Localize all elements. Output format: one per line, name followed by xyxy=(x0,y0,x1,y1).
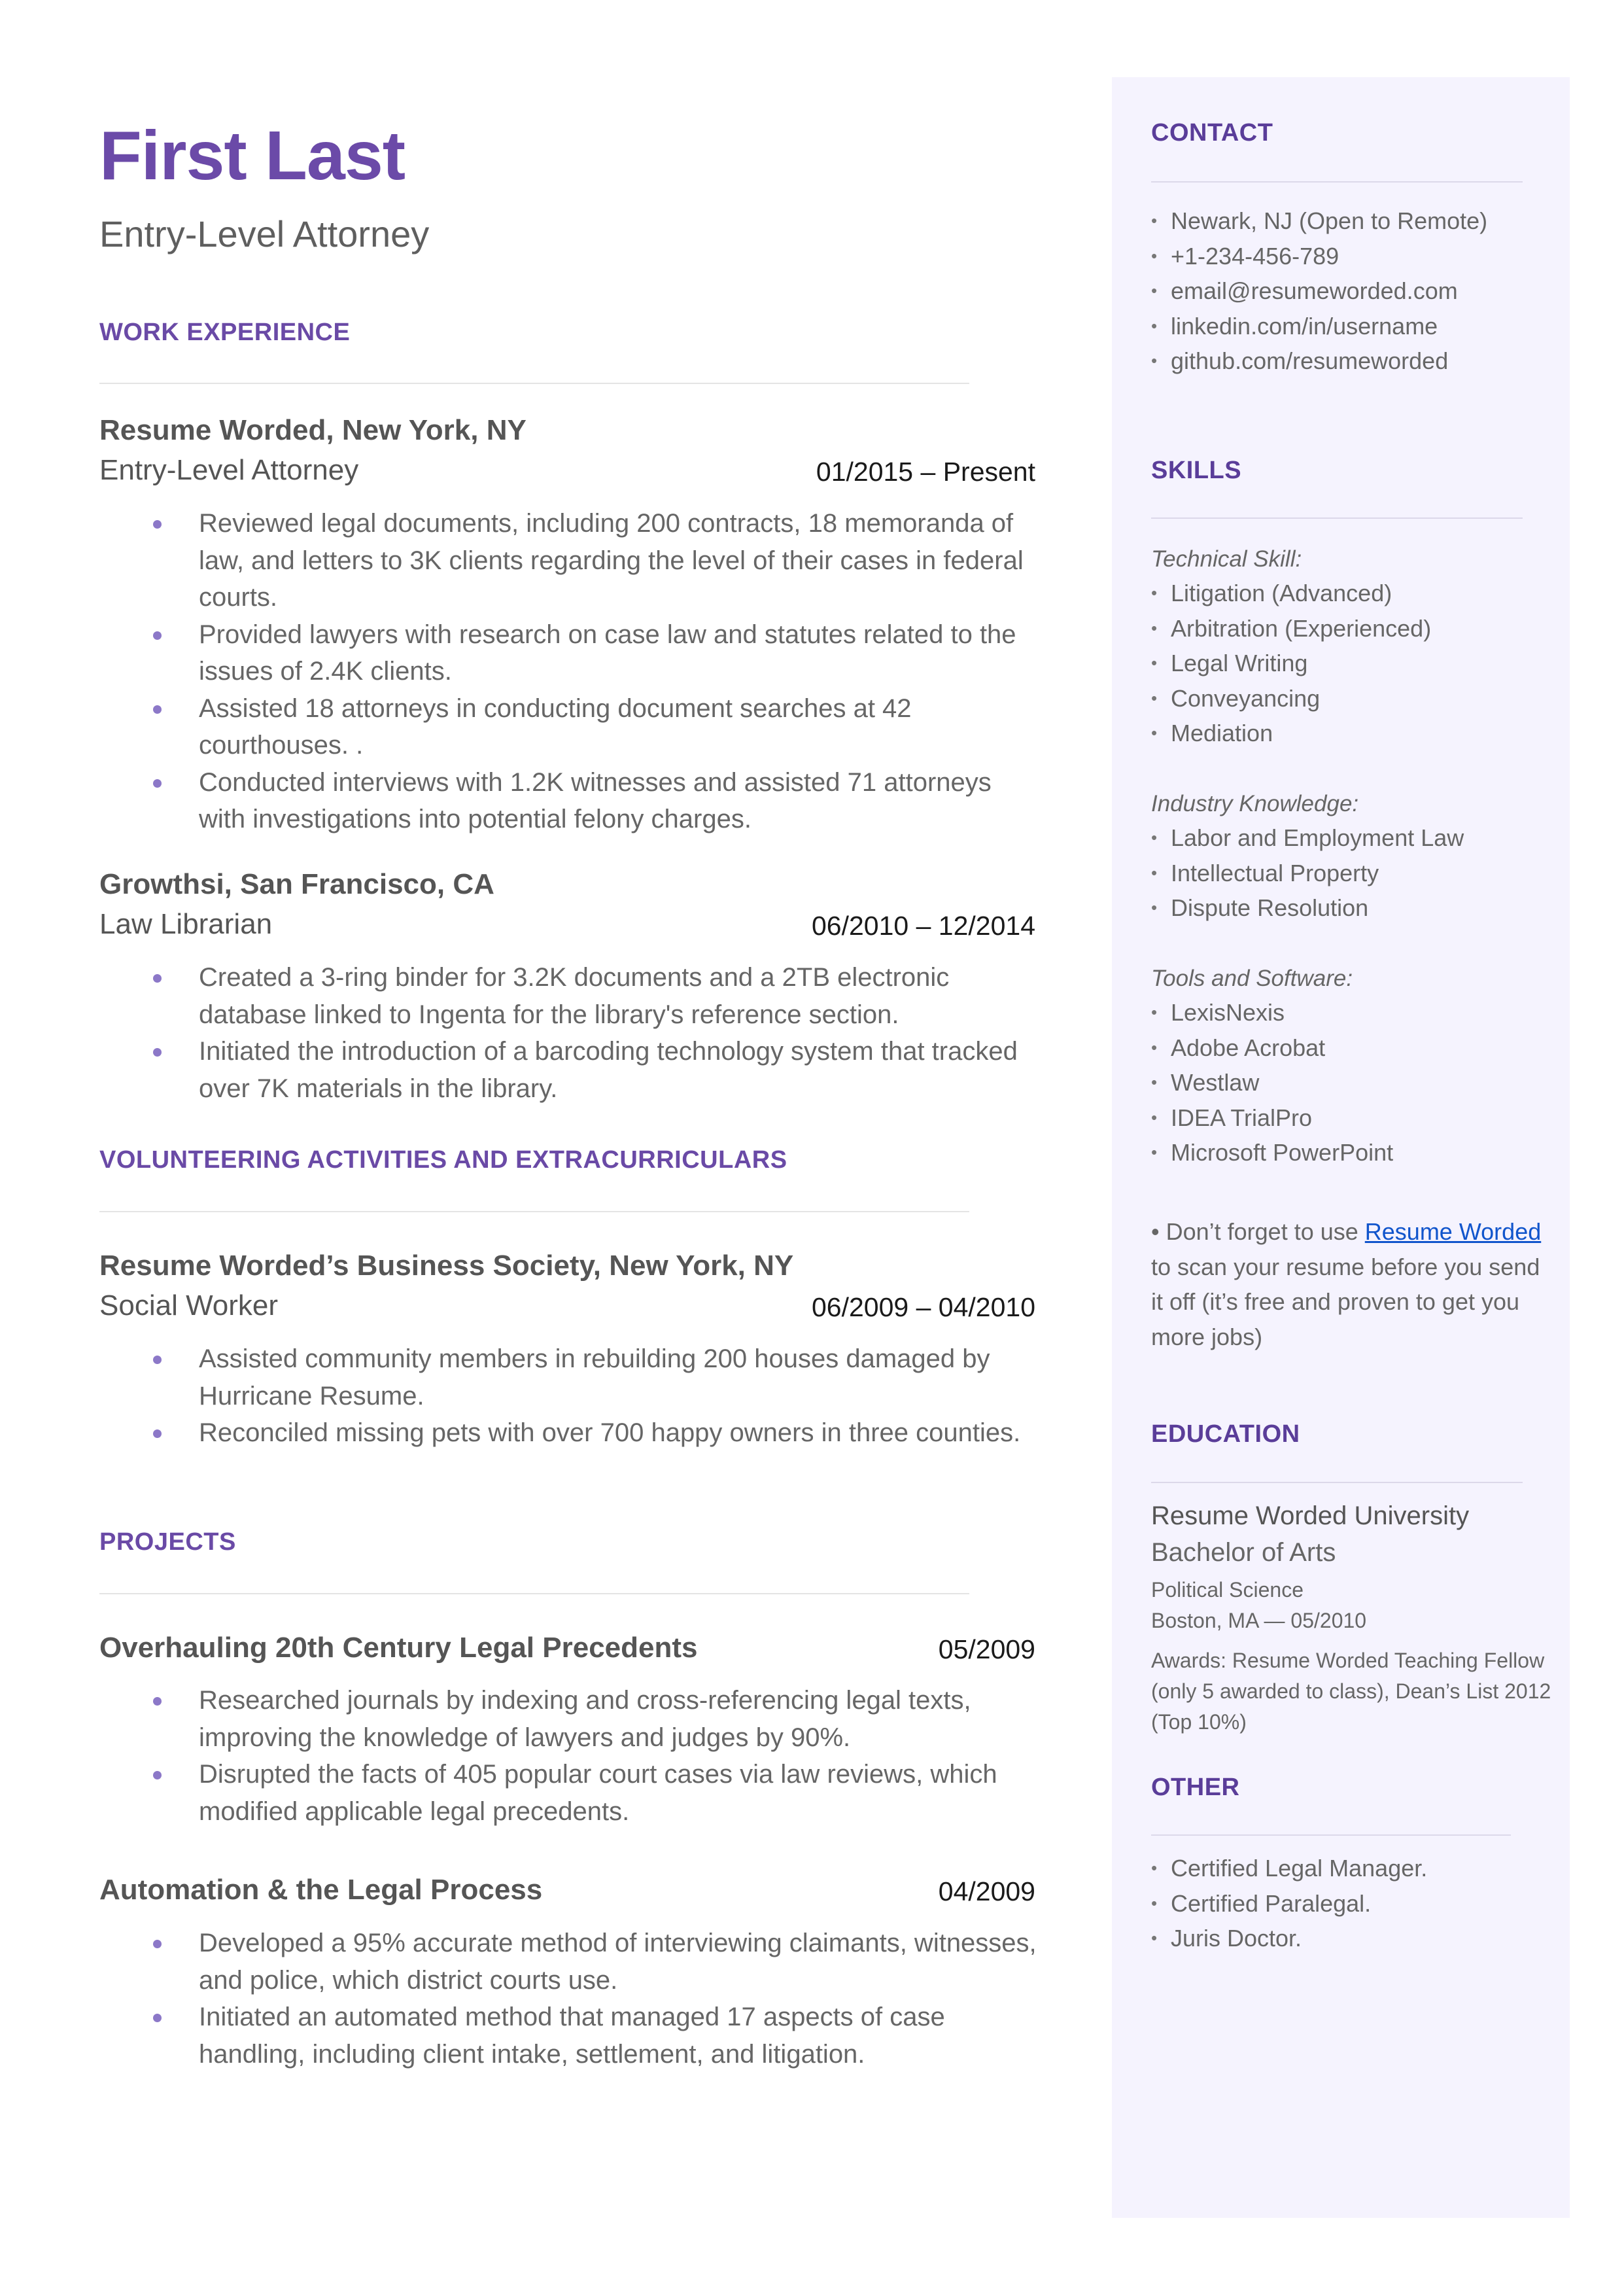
bullet-item: Initiated an automated method that managed 17 aspects of case handling, including client intake, settlement, and litigation. xyxy=(99,1999,1041,2073)
bullet-item: Created a 3-ring binder for 3.2K documents and a 2TB electronic database linked to Ingenta for the library's reference section. xyxy=(99,959,1041,1033)
tools-list xyxy=(1151,995,1557,1170)
job-bullets xyxy=(99,505,1041,838)
skill-item: • Legal Writing xyxy=(1151,646,1557,681)
bullet-item: Assisted 18 attorneys in conducting document searches at 42 courthouses. . xyxy=(99,690,1041,764)
note-prefix: • Don’t forget to use xyxy=(1151,1218,1365,1245)
sidebar-divider xyxy=(1151,517,1523,519)
section-divider xyxy=(99,383,969,384)
industry-knowledge-list xyxy=(1151,820,1557,926)
section-heading-projects: PROJECTS xyxy=(99,1528,236,1556)
education-school: Resume Worded University xyxy=(1151,1501,1470,1530)
note-suffix: to scan your resume before you send it off (it’s free and proven to get you more jobs) xyxy=(1151,1253,1540,1350)
section-divider xyxy=(99,1211,969,1212)
project-title: Overhauling 20th Century Legal Precedents xyxy=(99,1632,698,1664)
skill-item: • Arbitration (Experienced) xyxy=(1151,611,1557,646)
project-title: Automation & the Legal Process xyxy=(99,1874,543,1906)
section-divider xyxy=(99,1593,969,1594)
sidebar-heading-education: EDUCATION xyxy=(1151,1420,1300,1448)
bullet-item: Reviewed legal documents, including 200 contracts, 18 memoranda of law, and letters to 3K clients regarding the level of their cases in federal courts. xyxy=(99,505,1041,616)
sidebar-divider xyxy=(1151,1834,1511,1836)
bullet-item: Reconciled missing pets with over 700 happy owners in three counties. xyxy=(99,1414,1041,1452)
skill-item: • Conveyancing xyxy=(1151,681,1557,716)
volunteer-bullets xyxy=(99,1340,1041,1452)
project-date: 05/2009 xyxy=(938,1634,1035,1664)
job-bullets xyxy=(99,959,1041,1107)
skill-item: • Microsoft PowerPoint xyxy=(1151,1135,1557,1170)
skill-item: • Adobe Acrobat xyxy=(1151,1030,1557,1066)
skill-category-label: Technical Skill: xyxy=(1151,546,1302,572)
section-heading-volunteering: VOLUNTEERING ACTIVITIES AND EXTRACURRICULARS xyxy=(99,1146,787,1174)
candidate-title: Entry-Level Attorney xyxy=(99,213,430,254)
skill-category-label: Industry Knowledge: xyxy=(1151,791,1359,816)
skill-item: • IDEA TrialPro xyxy=(1151,1100,1557,1136)
other-item: • Certified Paralegal. xyxy=(1151,1886,1557,1921)
project-bullets xyxy=(99,1925,1041,2073)
project-bullets xyxy=(99,1682,1041,1830)
bullet-item: Developed a 95% accurate method of interviewing claimants, witnesses, and police, which district courts use. xyxy=(99,1925,1041,1999)
contact-linkedin[interactable]: • linkedin.com/in/username xyxy=(1151,309,1557,344)
bullet-item: Conducted interviews with 1.2K witnesses and assisted 71 attorneys with investigations into potential felony charges. xyxy=(99,764,1041,838)
contact-location: • Newark, NJ (Open to Remote) xyxy=(1151,203,1557,239)
job-org: Growthsi, San Francisco, CA xyxy=(99,868,494,900)
project-date: 04/2009 xyxy=(938,1876,1035,1906)
education-awards: Awards: Resume Worded Teaching Fellow (only 5 awarded to class), Dean’s List 2012 (Top 10%) xyxy=(1151,1649,1551,1734)
volunteer-date: 06/2009 – 04/2010 xyxy=(812,1292,1035,1322)
contact-phone: • +1-234-456-789 xyxy=(1151,239,1557,274)
bullet-item: Researched journals by indexing and cross-referencing legal texts, improving the knowledge of lawyers and judges by 90%. xyxy=(99,1682,1041,1756)
candidate-name: First Last xyxy=(99,117,406,194)
skill-item: • LexisNexis xyxy=(1151,995,1557,1030)
skill-item: • Westlaw xyxy=(1151,1065,1557,1100)
skill-category-label: Tools and Software: xyxy=(1151,966,1353,991)
sidebar-heading-contact: CONTACT xyxy=(1151,119,1273,147)
volunteer-role: Social Worker xyxy=(99,1289,279,1322)
resume-worded-link[interactable]: Resume Worded xyxy=(1364,1218,1542,1245)
education-degree: Bachelor of Arts xyxy=(1151,1538,1336,1567)
bullet-item: Assisted community members in rebuilding 200 houses damaged by Hurricane Resume. xyxy=(99,1340,1041,1414)
contact-email[interactable]: • email@resumeworded.com xyxy=(1151,273,1557,309)
skill-item: • Mediation xyxy=(1151,716,1557,751)
contact-github[interactable]: • github.com/resumeworded xyxy=(1151,343,1557,379)
technical-skills-list xyxy=(1151,576,1557,751)
resume-worded-note xyxy=(1151,1214,1544,1354)
contact-list xyxy=(1151,203,1557,379)
job-org: Resume Worded, New York, NY xyxy=(99,414,527,446)
skill-item: • Intellectual Property xyxy=(1151,856,1557,891)
education-major: Political Science xyxy=(1151,1578,1304,1602)
sidebar-divider xyxy=(1151,181,1523,183)
skill-item: • Dispute Resolution xyxy=(1151,890,1557,926)
sidebar xyxy=(1112,77,1570,2218)
volunteer-org: Resume Worded’s Business Society, New York, NY xyxy=(99,1250,794,1282)
bullet-item: Provided lawyers with research on case law and statutes related to the issues of 2.4K clients. xyxy=(99,616,1041,690)
skill-item: • Litigation (Advanced) xyxy=(1151,576,1557,611)
section-heading-work: WORK EXPERIENCE xyxy=(99,319,351,346)
bullet-item: Disrupted the facts of 405 popular court cases via law reviews, which modified applicable legal precedents. xyxy=(99,1756,1041,1830)
job-date: 01/2015 – Present xyxy=(816,457,1035,487)
sidebar-divider xyxy=(1151,1482,1523,1483)
sidebar-heading-other: OTHER xyxy=(1151,1774,1240,1801)
other-list xyxy=(1151,1851,1557,1956)
other-item: • Juris Doctor. xyxy=(1151,1921,1557,1956)
sidebar-heading-skills: SKILLS xyxy=(1151,457,1242,484)
job-date: 06/2010 – 12/2014 xyxy=(812,911,1035,941)
job-role: Entry-Level Attorney xyxy=(99,454,359,486)
bullet-item: Initiated the introduction of a barcoding technology system that tracked over 7K materials in the library. xyxy=(99,1033,1041,1107)
education-location-date: Boston, MA — 05/2010 xyxy=(1151,1609,1367,1632)
other-item: • Certified Legal Manager. xyxy=(1151,1851,1557,1886)
skill-item: • Labor and Employment Law xyxy=(1151,820,1557,856)
job-role: Law Librarian xyxy=(99,908,273,940)
